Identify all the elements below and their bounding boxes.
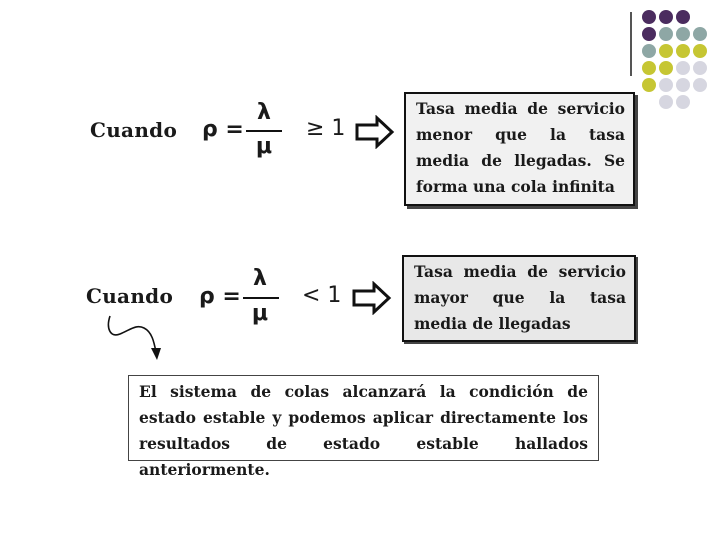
decorative-dot	[659, 44, 673, 58]
decorative-dot	[693, 61, 707, 75]
condition-geq-one: ≥ 1	[306, 116, 346, 141]
cuando-label: Cuando	[90, 118, 178, 142]
rho-equals: ρ =	[199, 284, 241, 309]
decorative-dot	[676, 44, 690, 58]
conclusion-box: El sistema de colas alcanzará la condición de estado estable y podemos aplicar directamente los resultados de estado estable hallados anteriormente.	[128, 375, 599, 461]
decorative-dot	[659, 61, 673, 75]
divider-line	[630, 12, 632, 76]
decorative-dot	[642, 78, 656, 92]
lambda-numerator: λ	[257, 100, 271, 125]
rho-equals: ρ =	[202, 117, 244, 142]
curved-down-arrow-icon	[100, 312, 170, 364]
cuando-label: Cuando	[86, 284, 174, 308]
decorative-dot	[642, 27, 656, 41]
result-box-infinite-queue: Tasa media de servicio menor que la tasa media de llegadas. Se forma una cola infinita	[404, 92, 635, 206]
decorative-dot	[676, 10, 690, 24]
hollow-right-arrow-icon	[352, 281, 392, 315]
decorative-dot-grid	[640, 8, 720, 118]
decorative-dot	[693, 44, 707, 58]
decorative-dot	[659, 78, 673, 92]
condition-less-one: < 1	[302, 283, 342, 308]
decorative-dot	[676, 61, 690, 75]
fraction-bar	[246, 130, 282, 132]
mu-denominator: μ	[251, 301, 269, 326]
decorative-dot	[693, 27, 707, 41]
decorative-dot	[642, 61, 656, 75]
decorative-dot	[693, 78, 707, 92]
decorative-dot	[676, 27, 690, 41]
decorative-dot	[642, 44, 656, 58]
mu-denominator: μ	[255, 134, 273, 159]
decorative-dot	[676, 95, 690, 109]
result-box-stable-rate: Tasa media de servicio mayor que la tasa media de llegadas	[402, 255, 636, 342]
decorative-dot	[642, 10, 656, 24]
decorative-dot	[659, 95, 673, 109]
lambda-numerator: λ	[253, 266, 267, 291]
fraction-bar	[243, 297, 279, 299]
hollow-right-arrow-icon	[355, 115, 395, 149]
decorative-dot	[659, 27, 673, 41]
decorative-dot	[676, 78, 690, 92]
decorative-dot	[659, 10, 673, 24]
